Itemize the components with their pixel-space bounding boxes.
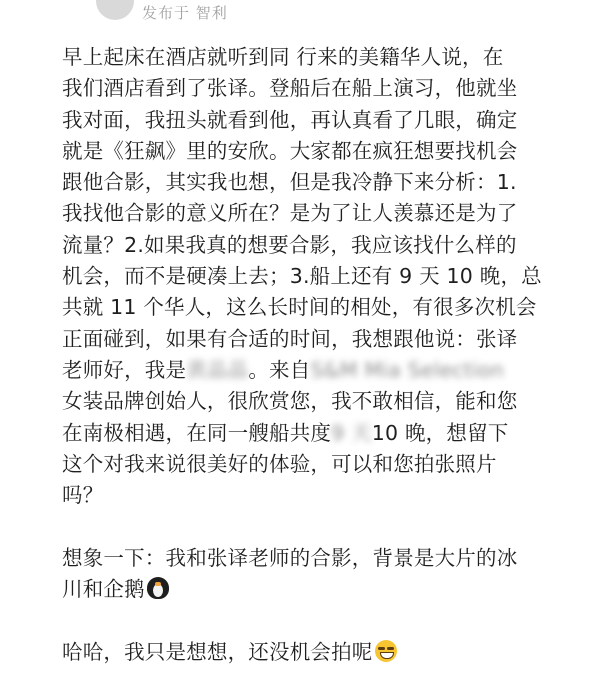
post-header bbox=[0, 0, 600, 30]
post-line: 流量？2.如果我真的想要合影，我应该找什么样的 bbox=[62, 232, 517, 257]
post-line: 我对面，我扭头就看到他，再认真看了几眼，确定 bbox=[62, 107, 518, 132]
post-line: 共就 11 个华人，这么长时间的相处，有很多次机会 bbox=[62, 295, 537, 320]
post-line: 女装品牌创始人，很欣赏您，我不敢相信，能和您 bbox=[62, 389, 518, 414]
post-line: 想象一下：我和张译老师的合影，背景是大片的冰 bbox=[62, 545, 518, 570]
redacted-brand: S&M Mia Selection bbox=[310, 357, 504, 382]
post-text: 10 晚，想留下 bbox=[371, 420, 509, 445]
post-line-with-emoji bbox=[62, 574, 582, 605]
post-body bbox=[62, 42, 582, 668]
post-line: 这个对我来说很美好的体验，可以和您拍张照片 bbox=[62, 451, 497, 476]
paragraph-gap bbox=[62, 511, 582, 542]
post-line: 早上起床在酒店就听到同 行来的美籍华人说，在 bbox=[62, 45, 504, 69]
redacted-name: 黄晶晶 bbox=[186, 357, 249, 382]
post-text: 在南极相遇，在同一艘船共度 bbox=[62, 420, 332, 445]
post-line-redacted bbox=[62, 418, 582, 449]
post-line: 就是《狂飙》里的安欣。大家都在疯狂想要找机会 bbox=[62, 138, 518, 163]
paragraph-gap bbox=[62, 605, 582, 636]
post-line: 我找他合影的意义所在？是为了让人羡慕还是为了 bbox=[62, 201, 518, 226]
post-line: 正面碰到，如果有合适的时间，我想跟他说：张译 bbox=[62, 326, 518, 351]
avatar[interactable] bbox=[96, 0, 134, 20]
post-text: 老师好，我是 bbox=[62, 357, 187, 382]
post-line: 吗？ bbox=[62, 483, 104, 508]
post-text: 川和企鹅 bbox=[62, 577, 145, 602]
post-line: 跟他合影，其实我也想，但是我冷静下来分析：1. bbox=[62, 170, 517, 195]
post-line: 机会，而不是硬凑上去；3.船上还有 9 天 10 晚，总 bbox=[62, 264, 542, 289]
redacted-days: 9 天 bbox=[331, 420, 372, 445]
post-text: 哈哈，我只是想想，还没机会拍呢 bbox=[62, 639, 373, 664]
post-line-redacted bbox=[62, 355, 582, 386]
post-location-meta: 发布于 智利 bbox=[142, 4, 228, 22]
penguin-icon bbox=[147, 577, 169, 599]
post-line-with-emoji bbox=[62, 637, 582, 668]
post-text: 。来自 bbox=[248, 357, 311, 382]
grinning-face-icon bbox=[375, 640, 397, 662]
post-line: 我们酒店看到了张译。登船后在船上演习，他就坐 bbox=[62, 76, 518, 101]
